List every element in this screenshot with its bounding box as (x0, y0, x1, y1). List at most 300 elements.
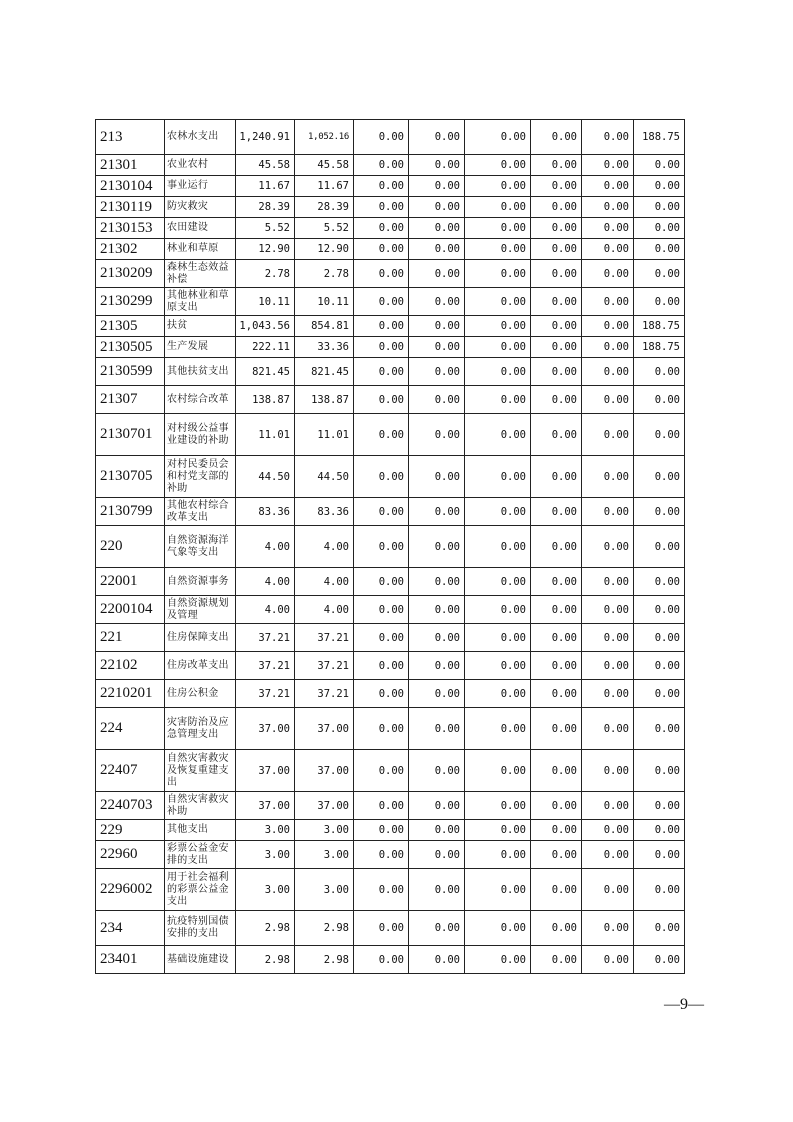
amount-cell: 1,052.16 (295, 120, 354, 155)
amount-cell: 0.00 (354, 596, 409, 624)
amount-cell: 0.00 (634, 526, 685, 568)
amount-cell: 2.78 (295, 260, 354, 288)
amount-cell: 0.00 (409, 596, 465, 624)
amount-cell: 0.00 (531, 155, 582, 176)
amount-cell: 0.00 (582, 414, 634, 456)
amount-cell: 0.00 (465, 568, 531, 596)
account-code-cell: 2296002 (96, 869, 165, 911)
amount-cell: 188.75 (634, 120, 685, 155)
amount-cell: 0.00 (634, 414, 685, 456)
amount-cell: 0.00 (582, 218, 634, 239)
amount-cell: 0.00 (531, 218, 582, 239)
amount-cell: 0.00 (409, 239, 465, 260)
amount-cell: 0.00 (531, 197, 582, 218)
amount-cell: 12.90 (236, 239, 295, 260)
account-code-cell: 229 (96, 820, 165, 841)
amount-cell: 0.00 (409, 120, 465, 155)
amount-cell: 0.00 (531, 568, 582, 596)
amount-cell: 37.21 (295, 652, 354, 680)
amount-cell: 0.00 (582, 120, 634, 155)
account-code-cell: 2130119 (96, 197, 165, 218)
amount-cell: 0.00 (582, 792, 634, 820)
table-row (96, 680, 685, 708)
amount-cell: 37.00 (295, 792, 354, 820)
table-row (96, 316, 685, 337)
amount-cell: 0.00 (582, 624, 634, 652)
amount-cell: 0.00 (531, 820, 582, 841)
amount-cell: 0.00 (354, 869, 409, 911)
amount-cell: 0.00 (582, 708, 634, 750)
account-name-cell: 农田建设 (165, 218, 236, 239)
amount-cell: 0.00 (531, 869, 582, 911)
amount-cell: 12.90 (295, 239, 354, 260)
amount-cell: 222.11 (236, 337, 295, 358)
account-name-cell: 农业农村 (165, 155, 236, 176)
account-name-cell: 对村民委员会和村党支部的补助 (165, 456, 236, 498)
account-code-cell: 213 (96, 120, 165, 155)
amount-cell: 0.00 (531, 386, 582, 414)
amount-cell: 4.00 (236, 596, 295, 624)
amount-cell: 0.00 (354, 708, 409, 750)
amount-cell: 0.00 (409, 708, 465, 750)
amount-cell: 3.00 (295, 841, 354, 869)
account-name-cell: 农村综合改革 (165, 386, 236, 414)
amount-cell: 0.00 (531, 792, 582, 820)
amount-cell: 0.00 (531, 239, 582, 260)
amount-cell: 0.00 (409, 841, 465, 869)
amount-cell: 188.75 (634, 337, 685, 358)
amount-cell: 0.00 (354, 526, 409, 568)
account-code-cell: 22960 (96, 841, 165, 869)
account-code-cell: 234 (96, 911, 165, 946)
amount-cell: 0.00 (354, 288, 409, 316)
table-row (96, 414, 685, 456)
amount-cell: 0.00 (582, 820, 634, 841)
amount-cell: 0.00 (634, 708, 685, 750)
amount-cell: 0.00 (582, 386, 634, 414)
amount-cell: 0.00 (531, 260, 582, 288)
account-name-cell: 住房公积金 (165, 680, 236, 708)
amount-cell: 0.00 (582, 680, 634, 708)
amount-cell: 0.00 (465, 260, 531, 288)
amount-cell: 5.52 (236, 218, 295, 239)
amount-cell: 0.00 (582, 260, 634, 288)
amount-cell: 0.00 (531, 414, 582, 456)
amount-cell: 0.00 (409, 358, 465, 386)
amount-cell: 0.00 (531, 946, 582, 974)
amount-cell: 0.00 (409, 792, 465, 820)
amount-cell: 37.00 (236, 792, 295, 820)
table-row (96, 386, 685, 414)
table-row (96, 218, 685, 239)
account-code-cell: 2130705 (96, 456, 165, 498)
account-name-cell: 自然灾害救灾及恢复重建支出 (165, 750, 236, 792)
amount-cell: 0.00 (465, 498, 531, 526)
amount-cell: 0.00 (634, 596, 685, 624)
amount-cell: 0.00 (354, 568, 409, 596)
account-code-cell: 2130701 (96, 414, 165, 456)
amount-cell: 0.00 (582, 456, 634, 498)
amount-cell: 0.00 (409, 316, 465, 337)
amount-cell: 0.00 (634, 498, 685, 526)
amount-cell: 37.21 (295, 680, 354, 708)
amount-cell: 0.00 (409, 197, 465, 218)
amount-cell: 0.00 (409, 337, 465, 358)
table-row (96, 750, 685, 792)
amount-cell: 37.00 (236, 750, 295, 792)
amount-cell: 0.00 (354, 841, 409, 869)
amount-cell: 0.00 (634, 792, 685, 820)
account-name-cell: 自然资源事务 (165, 568, 236, 596)
amount-cell: 0.00 (409, 624, 465, 652)
account-code-cell: 2200104 (96, 596, 165, 624)
amount-cell: 0.00 (531, 708, 582, 750)
amount-cell: 0.00 (465, 946, 531, 974)
account-code-cell: 2130599 (96, 358, 165, 386)
amount-cell: 0.00 (409, 820, 465, 841)
amount-cell: 2.98 (236, 911, 295, 946)
amount-cell: 0.00 (465, 708, 531, 750)
table-row (96, 526, 685, 568)
amount-cell: 0.00 (465, 337, 531, 358)
amount-cell: 0.00 (531, 456, 582, 498)
amount-cell: 10.11 (295, 288, 354, 316)
amount-cell: 1,240.91 (236, 120, 295, 155)
amount-cell: 0.00 (531, 596, 582, 624)
amount-cell: 0.00 (531, 750, 582, 792)
account-name-cell: 住房改革支出 (165, 652, 236, 680)
table-row (96, 792, 685, 820)
amount-cell: 0.00 (582, 568, 634, 596)
amount-cell: 0.00 (409, 911, 465, 946)
amount-cell: 0.00 (409, 869, 465, 911)
amount-cell: 0.00 (582, 316, 634, 337)
account-name-cell: 其他支出 (165, 820, 236, 841)
table-row (96, 568, 685, 596)
amount-cell: 0.00 (634, 652, 685, 680)
account-name-cell: 灾害防治及应急管理支出 (165, 708, 236, 750)
amount-cell: 0.00 (354, 120, 409, 155)
amount-cell: 0.00 (354, 358, 409, 386)
amount-cell: 3.00 (295, 869, 354, 911)
amount-cell: 0.00 (354, 155, 409, 176)
amount-cell: 0.00 (582, 526, 634, 568)
amount-cell: 821.45 (295, 358, 354, 386)
account-code-cell: 2130104 (96, 176, 165, 197)
amount-cell: 0.00 (409, 176, 465, 197)
table-row (96, 498, 685, 526)
amount-cell: 0.00 (409, 155, 465, 176)
amount-cell: 10.11 (236, 288, 295, 316)
account-code-cell: 21302 (96, 239, 165, 260)
account-code-cell: 2210201 (96, 680, 165, 708)
account-name-cell: 基础设施建设 (165, 946, 236, 974)
amount-cell: 0.00 (354, 414, 409, 456)
amount-cell: 0.00 (465, 869, 531, 911)
account-code-cell: 2130505 (96, 337, 165, 358)
amount-cell: 0.00 (354, 176, 409, 197)
amount-cell: 0.00 (634, 946, 685, 974)
amount-cell: 0.00 (634, 568, 685, 596)
amount-cell: 0.00 (465, 316, 531, 337)
amount-cell: 0.00 (354, 197, 409, 218)
amount-cell: 0.00 (465, 750, 531, 792)
account-code-cell: 23401 (96, 946, 165, 974)
table-row (96, 624, 685, 652)
table-row (96, 708, 685, 750)
amount-cell: 0.00 (465, 197, 531, 218)
amount-cell: 0.00 (634, 288, 685, 316)
amount-cell: 0.00 (465, 414, 531, 456)
amount-cell: 0.00 (409, 386, 465, 414)
amount-cell: 0.00 (531, 288, 582, 316)
amount-cell: 0.00 (634, 155, 685, 176)
account-code-cell: 22407 (96, 750, 165, 792)
amount-cell: 0.00 (531, 911, 582, 946)
amount-cell: 0.00 (465, 386, 531, 414)
table-row (96, 596, 685, 624)
account-name-cell: 林业和草原 (165, 239, 236, 260)
table-row (96, 239, 685, 260)
amount-cell: 2.98 (295, 946, 354, 974)
account-name-cell: 其他林业和草原支出 (165, 288, 236, 316)
amount-cell: 0.00 (465, 288, 531, 316)
amount-cell: 83.36 (295, 498, 354, 526)
amount-cell: 0.00 (634, 197, 685, 218)
table-row (96, 869, 685, 911)
account-name-cell: 自然资源规划及管理 (165, 596, 236, 624)
table-row (96, 820, 685, 841)
amount-cell: 0.00 (531, 526, 582, 568)
table-row (96, 337, 685, 358)
account-code-cell: 2130299 (96, 288, 165, 316)
amount-cell: 0.00 (465, 358, 531, 386)
amount-cell: 0.00 (531, 498, 582, 526)
amount-cell: 0.00 (634, 624, 685, 652)
amount-cell: 3.00 (236, 820, 295, 841)
amount-cell: 0.00 (634, 239, 685, 260)
amount-cell: 138.87 (295, 386, 354, 414)
amount-cell: 11.01 (295, 414, 354, 456)
amount-cell: 37.21 (236, 624, 295, 652)
amount-cell: 0.00 (465, 456, 531, 498)
table-row (96, 260, 685, 288)
amount-cell: 0.00 (582, 750, 634, 792)
amount-cell: 0.00 (409, 750, 465, 792)
amount-cell: 0.00 (582, 596, 634, 624)
amount-cell: 83.36 (236, 498, 295, 526)
table-row (96, 841, 685, 869)
table-row (96, 652, 685, 680)
amount-cell: 0.00 (582, 841, 634, 869)
amount-cell: 45.58 (295, 155, 354, 176)
amount-cell: 0.00 (354, 316, 409, 337)
amount-cell: 33.36 (295, 337, 354, 358)
account-code-cell: 2130799 (96, 498, 165, 526)
amount-cell: 0.00 (354, 456, 409, 498)
account-code-cell: 22102 (96, 652, 165, 680)
account-name-cell: 森林生态效益补偿 (165, 260, 236, 288)
amount-cell: 0.00 (409, 498, 465, 526)
amount-cell: 11.01 (236, 414, 295, 456)
table-body (96, 120, 685, 974)
amount-cell: 0.00 (634, 680, 685, 708)
amount-cell: 4.00 (236, 526, 295, 568)
amount-cell: 0.00 (409, 652, 465, 680)
amount-cell: 0.00 (582, 358, 634, 386)
amount-cell: 0.00 (354, 792, 409, 820)
amount-cell: 3.00 (295, 820, 354, 841)
amount-cell: 37.00 (295, 708, 354, 750)
amount-cell: 44.50 (295, 456, 354, 498)
amount-cell: 854.81 (295, 316, 354, 337)
amount-cell: 0.00 (465, 155, 531, 176)
amount-cell: 0.00 (354, 337, 409, 358)
account-name-cell: 彩票公益金安排的支出 (165, 841, 236, 869)
amount-cell: 0.00 (354, 239, 409, 260)
account-code-cell: 21305 (96, 316, 165, 337)
amount-cell: 0.00 (582, 155, 634, 176)
amount-cell: 37.21 (295, 624, 354, 652)
amount-cell: 0.00 (354, 624, 409, 652)
amount-cell: 3.00 (236, 869, 295, 911)
table-row (96, 197, 685, 218)
amount-cell: 3.00 (236, 841, 295, 869)
amount-cell: 0.00 (409, 218, 465, 239)
amount-cell: 0.00 (634, 218, 685, 239)
amount-cell: 0.00 (582, 869, 634, 911)
amount-cell: 0.00 (465, 526, 531, 568)
amount-cell: 0.00 (409, 680, 465, 708)
amount-cell: 0.00 (531, 841, 582, 869)
amount-cell: 0.00 (465, 652, 531, 680)
amount-cell: 0.00 (465, 680, 531, 708)
amount-cell: 0.00 (465, 176, 531, 197)
budget-table (95, 119, 685, 974)
amount-cell: 4.00 (295, 526, 354, 568)
amount-cell: 0.00 (465, 596, 531, 624)
amount-cell: 0.00 (465, 911, 531, 946)
amount-cell: 37.21 (236, 652, 295, 680)
amount-cell: 0.00 (634, 911, 685, 946)
amount-cell: 37.00 (295, 750, 354, 792)
account-code-cell: 2240703 (96, 792, 165, 820)
amount-cell: 0.00 (582, 337, 634, 358)
table-row (96, 911, 685, 946)
amount-cell: 0.00 (582, 652, 634, 680)
table-row (96, 176, 685, 197)
account-name-cell: 扶贫 (165, 316, 236, 337)
amount-cell: 0.00 (465, 218, 531, 239)
amount-cell: 0.00 (634, 456, 685, 498)
amount-cell: 0.00 (634, 869, 685, 911)
amount-cell: 0.00 (582, 288, 634, 316)
amount-cell: 0.00 (409, 288, 465, 316)
amount-cell: 0.00 (354, 260, 409, 288)
amount-cell: 0.00 (582, 176, 634, 197)
amount-cell: 11.67 (236, 176, 295, 197)
amount-cell: 0.00 (531, 316, 582, 337)
account-code-cell: 221 (96, 624, 165, 652)
account-name-cell: 生产发展 (165, 337, 236, 358)
account-name-cell: 用于社会福利的彩票公益金支出 (165, 869, 236, 911)
amount-cell: 37.21 (236, 680, 295, 708)
amount-cell: 0.00 (634, 176, 685, 197)
account-name-cell: 防灾救灾 (165, 197, 236, 218)
account-code-cell: 220 (96, 526, 165, 568)
account-code-cell: 224 (96, 708, 165, 750)
table-row (96, 946, 685, 974)
account-name-cell: 对村级公益事业建设的补助 (165, 414, 236, 456)
amount-cell: 4.00 (295, 568, 354, 596)
amount-cell: 0.00 (354, 498, 409, 526)
table-row (96, 120, 685, 155)
account-code-cell: 22001 (96, 568, 165, 596)
account-name-cell: 农林水支出 (165, 120, 236, 155)
account-code-cell: 2130209 (96, 260, 165, 288)
amount-cell: 0.00 (354, 911, 409, 946)
amount-cell: 0.00 (465, 239, 531, 260)
account-name-cell: 自然灾害救灾补助 (165, 792, 236, 820)
amount-cell: 821.45 (236, 358, 295, 386)
account-name-cell: 事业运行 (165, 176, 236, 197)
amount-cell: 28.39 (295, 197, 354, 218)
amount-cell: 0.00 (465, 624, 531, 652)
amount-cell: 0.00 (582, 911, 634, 946)
amount-cell: 0.00 (531, 358, 582, 386)
account-name-cell: 其他农村综合改革支出 (165, 498, 236, 526)
amount-cell: 0.00 (634, 260, 685, 288)
amount-cell: 188.75 (634, 316, 685, 337)
amount-cell: 0.00 (409, 456, 465, 498)
amount-cell: 4.00 (236, 568, 295, 596)
amount-cell: 37.00 (236, 708, 295, 750)
amount-cell: 0.00 (354, 652, 409, 680)
amount-cell: 0.00 (354, 820, 409, 841)
amount-cell: 2.98 (236, 946, 295, 974)
amount-cell: 0.00 (531, 624, 582, 652)
amount-cell: 2.78 (236, 260, 295, 288)
amount-cell: 0.00 (531, 680, 582, 708)
account-name-cell: 住房保障支出 (165, 624, 236, 652)
amount-cell: 45.58 (236, 155, 295, 176)
page-number: —9— (664, 996, 704, 1013)
table-row (96, 288, 685, 316)
amount-cell: 44.50 (236, 456, 295, 498)
account-name-cell: 自然资源海洋气象等支出 (165, 526, 236, 568)
amount-cell: 0.00 (634, 386, 685, 414)
amount-cell: 0.00 (409, 946, 465, 974)
amount-cell: 2.98 (295, 911, 354, 946)
amount-cell: 0.00 (582, 239, 634, 260)
amount-cell: 0.00 (634, 750, 685, 792)
account-name-cell: 其他扶贫支出 (165, 358, 236, 386)
amount-cell: 11.67 (295, 176, 354, 197)
amount-cell: 0.00 (634, 841, 685, 869)
amount-cell: 4.00 (295, 596, 354, 624)
amount-cell: 0.00 (582, 946, 634, 974)
amount-cell: 0.00 (409, 526, 465, 568)
amount-cell: 1,043.56 (236, 316, 295, 337)
table-row (96, 358, 685, 386)
table-row (96, 456, 685, 498)
account-code-cell: 21301 (96, 155, 165, 176)
amount-cell: 28.39 (236, 197, 295, 218)
amount-cell: 0.00 (354, 946, 409, 974)
account-code-cell: 21307 (96, 386, 165, 414)
amount-cell: 0.00 (354, 750, 409, 792)
account-name-cell: 抗疫特别国债安排的支出 (165, 911, 236, 946)
